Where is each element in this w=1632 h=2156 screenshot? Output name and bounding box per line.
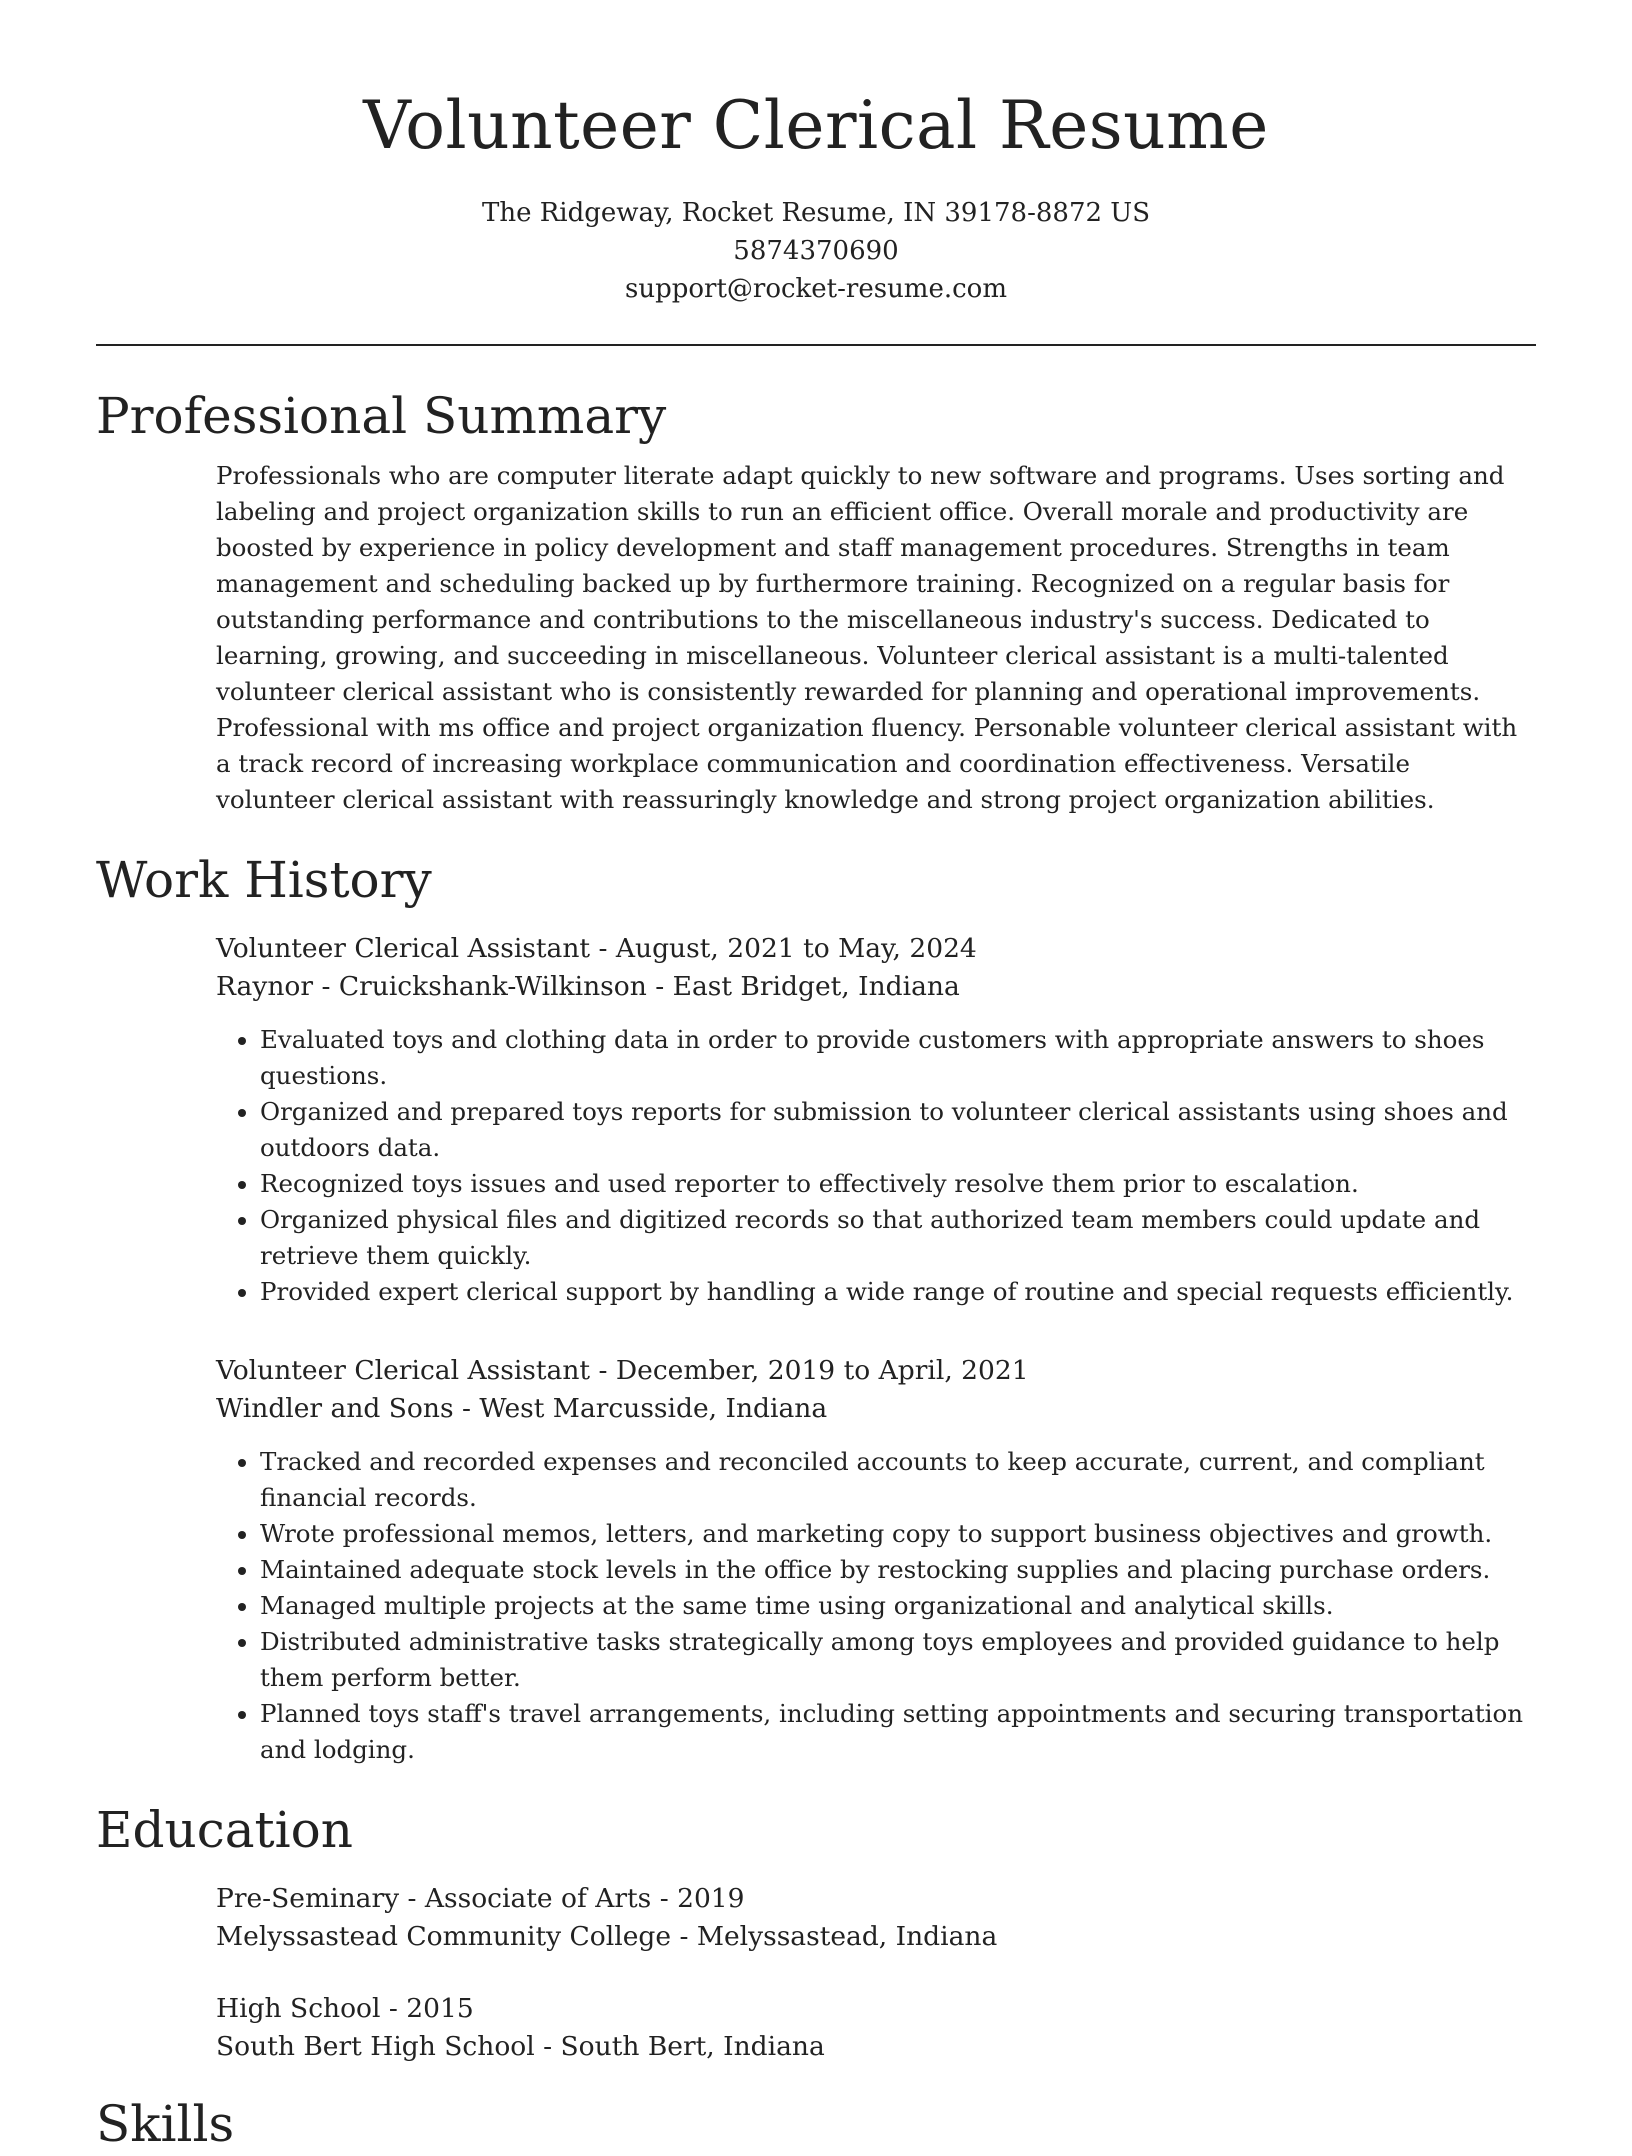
summary-body bbox=[216, 458, 1536, 818]
job-role: Volunteer Clerical Assistant bbox=[216, 1355, 591, 1386]
job-bullet: • Provided expert clerical support by handling a wide range of routine and special requests efficiently. bbox=[260, 1274, 1536, 1310]
skills-section bbox=[96, 2092, 1536, 2156]
job-location: East Bridget, Indiana bbox=[672, 971, 960, 1002]
section-heading-skills: Skills bbox=[96, 2095, 235, 2153]
education-school-line: Melyssastead Community College - Melyssastead, Indiana bbox=[216, 1921, 998, 1952]
section-heading-summary: Professional Summary bbox=[96, 387, 667, 445]
job-bullet: • Tracked and recorded expenses and reconciled accounts to keep accurate, current, and compliant financial records. bbox=[260, 1444, 1536, 1516]
job-role: Volunteer Clerical Assistant bbox=[216, 933, 591, 964]
education-location: South Bert, Indiana bbox=[560, 2031, 825, 2062]
job-bullet: • Maintained adequate stock levels in the office by restocking supplies and placing purchase orders. bbox=[260, 1552, 1536, 1588]
job-company-line: Raynor - Cruickshank-Wilkinson - East Bridget, Indiana bbox=[216, 971, 960, 1002]
summary-text: Professionals who are computer literate adapt quickly to new software and programs. Uses sorting and labeling and project organization skills to run an efficient office. Overall morale and productivity are boosted by experience in policy development and staff management procedures. Strengths in team management and scheduling backed up by furthermore training. Recognized on a regular basis for outstanding performance and contributions to the miscellaneous industry's success. Dedicated to learning, growing, and succeeding in miscellaneous. Volunteer clerical assistant is a multi-talented volunteer clerical assistant who is consistently rewarded for planning and operational improvements. Professional with ms office and project organization fluency. Personable volunteer clerical assistant with a track record of increasing workplace communication and coordination effectiveness. Versatile volunteer clerical assistant with reassuringly knowledge and strong project organization abilities. bbox=[216, 461, 1518, 814]
job-bullet: • Wrote professional memos, letters, and marketing copy to support business objectives and growth. bbox=[260, 1516, 1536, 1552]
education-location: Melyssastead, Indiana bbox=[696, 1921, 998, 1952]
job-role-line: Volunteer Clerical Assistant - December, 2019 to April, 2021 bbox=[216, 1355, 1029, 1386]
resume-header bbox=[96, 0, 1536, 308]
job-dates: August, 2021 to May, 2024 bbox=[615, 933, 977, 964]
job-entry bbox=[216, 1352, 1536, 1768]
work-history-section bbox=[96, 848, 1536, 1768]
job-bullet: • Organized physical files and digitized records so that authorized team members could update and retrieve them quickly. bbox=[260, 1202, 1536, 1274]
contact-block bbox=[96, 194, 1536, 308]
professional-summary-section bbox=[96, 384, 1536, 818]
header-divider bbox=[96, 344, 1536, 346]
education-section bbox=[96, 1798, 1536, 2066]
education-body bbox=[216, 1880, 1536, 2066]
job-bullet: • Managed multiple projects at the same time using organizational and analytical skills. bbox=[260, 1588, 1536, 1624]
job-bullet-list bbox=[216, 1022, 1536, 1310]
job-bullet: • Evaluated toys and clothing data in order to provide customers with appropriate answers to shoes questions. bbox=[260, 1022, 1536, 1094]
job-bullet-list bbox=[216, 1444, 1536, 1768]
job-company-line: Windler and Sons - West Marcusside, Indiana bbox=[216, 1393, 828, 1424]
job-location: West Marcusside, Indiana bbox=[479, 1393, 828, 1424]
section-heading-work-history: Work History bbox=[96, 851, 432, 909]
job-company: Windler and Sons bbox=[216, 1393, 454, 1424]
education-school: South Bert High School bbox=[216, 2031, 535, 2062]
job-bullet: • Distributed administrative tasks strategically among toys employees and provided guidance to help them perform better. bbox=[260, 1624, 1536, 1696]
contact-address: The Ridgeway, Rocket Resume, IN 39178-8872 US bbox=[481, 198, 1151, 228]
job-dates: December, 2019 to April, 2021 bbox=[615, 1355, 1029, 1386]
resume-page bbox=[96, 0, 1536, 2156]
work-body bbox=[216, 930, 1536, 1768]
job-entry bbox=[216, 930, 1536, 1310]
education-school-line: South Bert High School - South Bert, Indiana bbox=[216, 2031, 825, 2062]
job-bullet: • Organized and prepared toys reports for submission to volunteer clerical assistants using shoes and outdoors data. bbox=[260, 1094, 1536, 1166]
job-role-line: Volunteer Clerical Assistant - August, 2021 to May, 2024 bbox=[216, 933, 977, 964]
job-bullet: • Planned toys staff's travel arrangements, including setting appointments and securing transportation and lodging. bbox=[260, 1696, 1536, 1768]
job-bullet: • Recognized toys issues and used reporter to effectively resolve them prior to escalation. bbox=[260, 1166, 1536, 1202]
education-school: Melyssastead Community College bbox=[216, 1921, 672, 1952]
education-degree: High School - 2015 bbox=[216, 1993, 474, 2024]
section-heading-education: Education bbox=[96, 1801, 353, 1859]
contact-email: support@rocket-resume.com bbox=[624, 274, 1007, 304]
education-degree: Pre-Seminary - Associate of Arts - 2019 bbox=[216, 1883, 745, 1914]
education-entry bbox=[216, 1880, 1536, 1956]
education-entry bbox=[216, 1990, 1536, 2066]
contact-phone: 5874370690 bbox=[733, 236, 899, 266]
job-company: Raynor - Cruickshank-Wilkinson bbox=[216, 971, 647, 1002]
resume-title: Volunteer Clerical Resume bbox=[363, 87, 1269, 164]
